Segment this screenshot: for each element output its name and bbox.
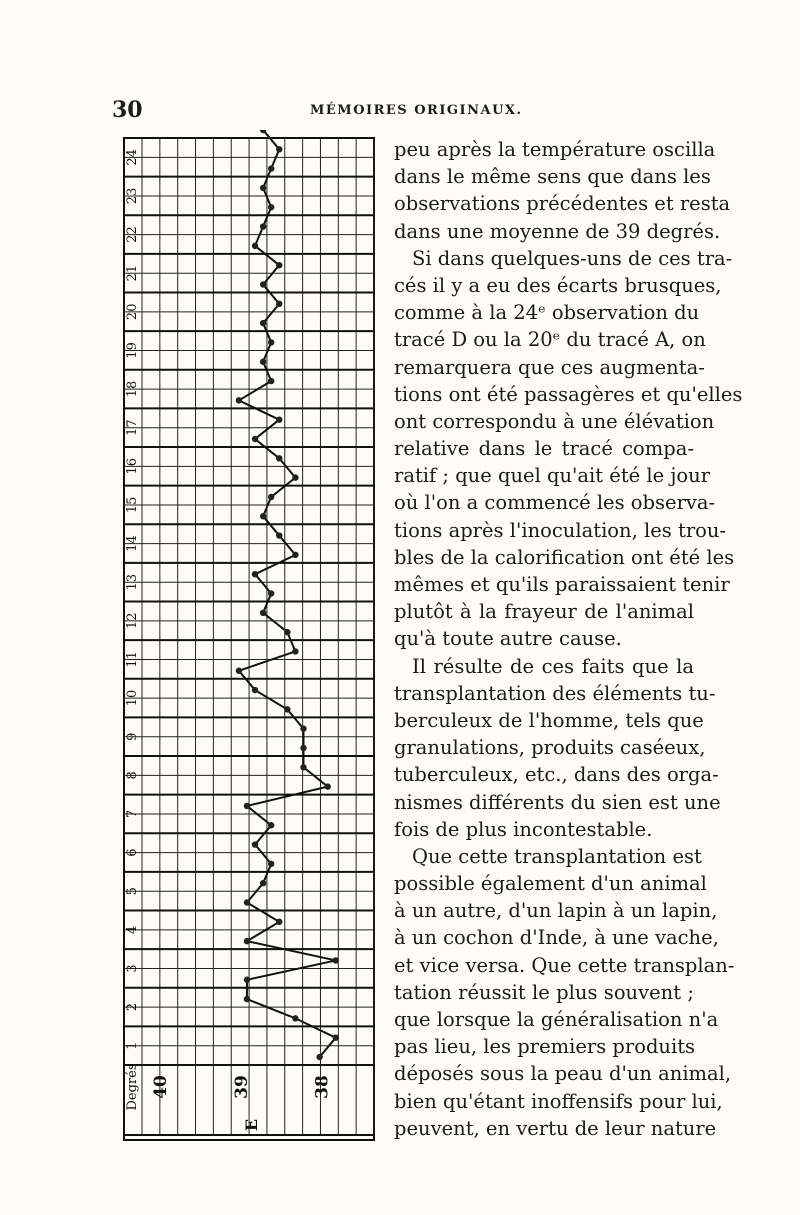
temperature-point [333,1034,339,1040]
text-line: peuvent, en vertu de leur nature [394,1116,717,1140]
temperature-point [284,706,290,712]
text-line: ont correspondu à une élévation [394,409,715,433]
temperature-point [325,783,331,789]
temperature-point [268,339,274,345]
figure-label: E [241,1118,261,1132]
temperature-point [244,899,250,905]
temperature-chart [110,130,385,1150]
temperature-point [252,571,258,577]
temperature-point [260,320,266,326]
text-line: cés il y a eu des écarts brusques, [394,273,722,297]
observation-label: 21 [125,264,140,282]
running-head: MÉMOIRES ORIGINAUX. [310,103,523,118]
temperature-point [276,919,282,925]
temperature-point [292,1015,298,1021]
body-text [394,136,743,1142]
text-line: à un autre, d'un lapin à un lapin, [394,899,718,923]
temperature-point [292,552,298,558]
text-line: granulations, produits caséeux, [394,736,706,760]
temperature-point [252,436,258,442]
temperature-point [244,938,250,944]
temperature-point [268,204,274,210]
text-line: à un cochon d'Inde, à une vache, [394,926,719,950]
text-line: fois de plus incontestable. [394,817,653,841]
observation-label: 3 [125,964,140,973]
temperature-point [268,494,274,500]
text-line: qu'à toute autre cause. [394,627,622,651]
temperature-point [300,745,306,751]
observation-label: 7 [125,809,140,819]
observation-label: 19 [125,342,140,359]
temperature-point [268,378,274,384]
observation-label: 5 [125,887,140,896]
temperature-point [252,687,258,693]
temperature-point [244,977,250,983]
text-line: dans une moyenne de 39 degrés. [394,219,721,243]
axis-label: Degrés [125,1063,140,1111]
temperature-point [276,455,282,461]
temperature-point [300,764,306,770]
text-line: nismes différents du sien est une [394,790,721,814]
text-line: transplantation des éléments tu- [394,681,716,705]
degree-tick-label: 39 [231,1075,252,1099]
temperature-point [244,996,250,1002]
text-line: comme à la 24ᵉ observation du [394,301,700,325]
observation-label: 14 [125,535,140,552]
observation-label: 12 [125,612,140,630]
observation-label: 24 [125,149,140,166]
observation-label: 17 [125,419,140,436]
temperature-point [292,474,298,480]
temperature-point [260,281,266,287]
observation-label: 13 [125,573,140,591]
text-line: déposés sous la peau d'un animal, [394,1062,732,1086]
temperature-point [268,590,274,596]
temperature-point [236,668,242,674]
observation-label: 6 [125,848,140,857]
temperature-trace [239,130,336,1057]
page-number: 30 [112,97,143,123]
temperature-point [260,223,266,229]
observation-label: 9 [125,732,140,741]
observation-label: 22 [125,226,140,243]
observation-label: 4 [125,925,140,934]
temperature-point [268,822,274,828]
text-line: remarquera que ces augmenta- [394,355,705,379]
temperature-point [276,416,282,422]
text-line: mêmes et qu'ils paraissaient tenir [394,573,730,596]
temperature-point [260,359,266,365]
observation-label: 10 [125,689,140,707]
temperature-point [276,532,282,538]
degree-tick-label: 38 [312,1075,333,1099]
observation-label: 8 [125,771,140,780]
temperature-point [276,262,282,268]
text-line: et vice versa. Que cette transplan- [394,953,735,977]
temperature-point [252,841,258,847]
temperature-point [333,957,339,963]
temperature-point [268,165,274,171]
observation-label: 15 [125,496,140,514]
temperature-point [292,648,298,654]
temperature-point [276,146,282,152]
text-line: dans le même sens que dans les [394,165,711,189]
text-line: où l'on a commencé les observa- [394,491,716,515]
observation-label: 20 [125,303,140,321]
temperature-point [300,725,306,731]
text-line: bles de la calorification ont été les [394,545,735,569]
degree-tick-label: 40 [151,1075,172,1099]
text-line: ratif ; que quel qu'ait été le jour [394,464,711,488]
observation-label: 2 [125,1002,140,1012]
text-line: que lorsque la généralisation n'a [394,1008,719,1031]
text-line: peu après la température oscilla [394,138,716,161]
text-line: observations précédentes et resta [394,192,731,216]
text-line: Que cette transplantation est [412,844,702,868]
text-line: tions après l'inoculation, les trou- [394,518,727,542]
observation-label: 16 [125,458,140,475]
text-line: Il résulte de ces faits que la [412,654,694,678]
text-line: Si dans quelques-uns de ces tra- [412,246,733,270]
temperature-point [260,513,266,519]
text-line: possible également d'un animal [394,872,707,896]
text-line: berculeux de l'homme, tels que [394,708,704,732]
temperature-point [276,301,282,307]
text-line: relative dans le tracé compa- [394,437,694,461]
temperature-point [260,880,266,886]
temperature-point [316,1054,322,1060]
temperature-point [244,803,250,809]
temperature-point [252,243,258,249]
text-line: plutôt à la frayeur de l'animal [394,600,694,624]
temperature-point [284,629,290,635]
temperature-point [268,861,274,867]
text-line: tracé D ou la 20ᵉ du tracé A, on [394,328,706,352]
temperature-point [260,610,266,616]
observation-label: 1 [125,1041,140,1050]
text-line: tation réussit le plus souvent ; [394,980,694,1004]
observation-label: 23 [125,187,140,205]
temperature-point [236,397,242,403]
text-line: pas lieu, les premiers produits [394,1035,696,1059]
observation-label: 11 [125,651,140,668]
text-line: tions ont été passagères et qu'elles [394,382,743,406]
observation-label: 18 [125,380,140,398]
text-line: bien qu'étant inoffensifs pour lui, [394,1089,723,1113]
temperature-point [260,185,266,191]
text-line: tuberculeux, etc., dans des orga- [394,763,719,787]
